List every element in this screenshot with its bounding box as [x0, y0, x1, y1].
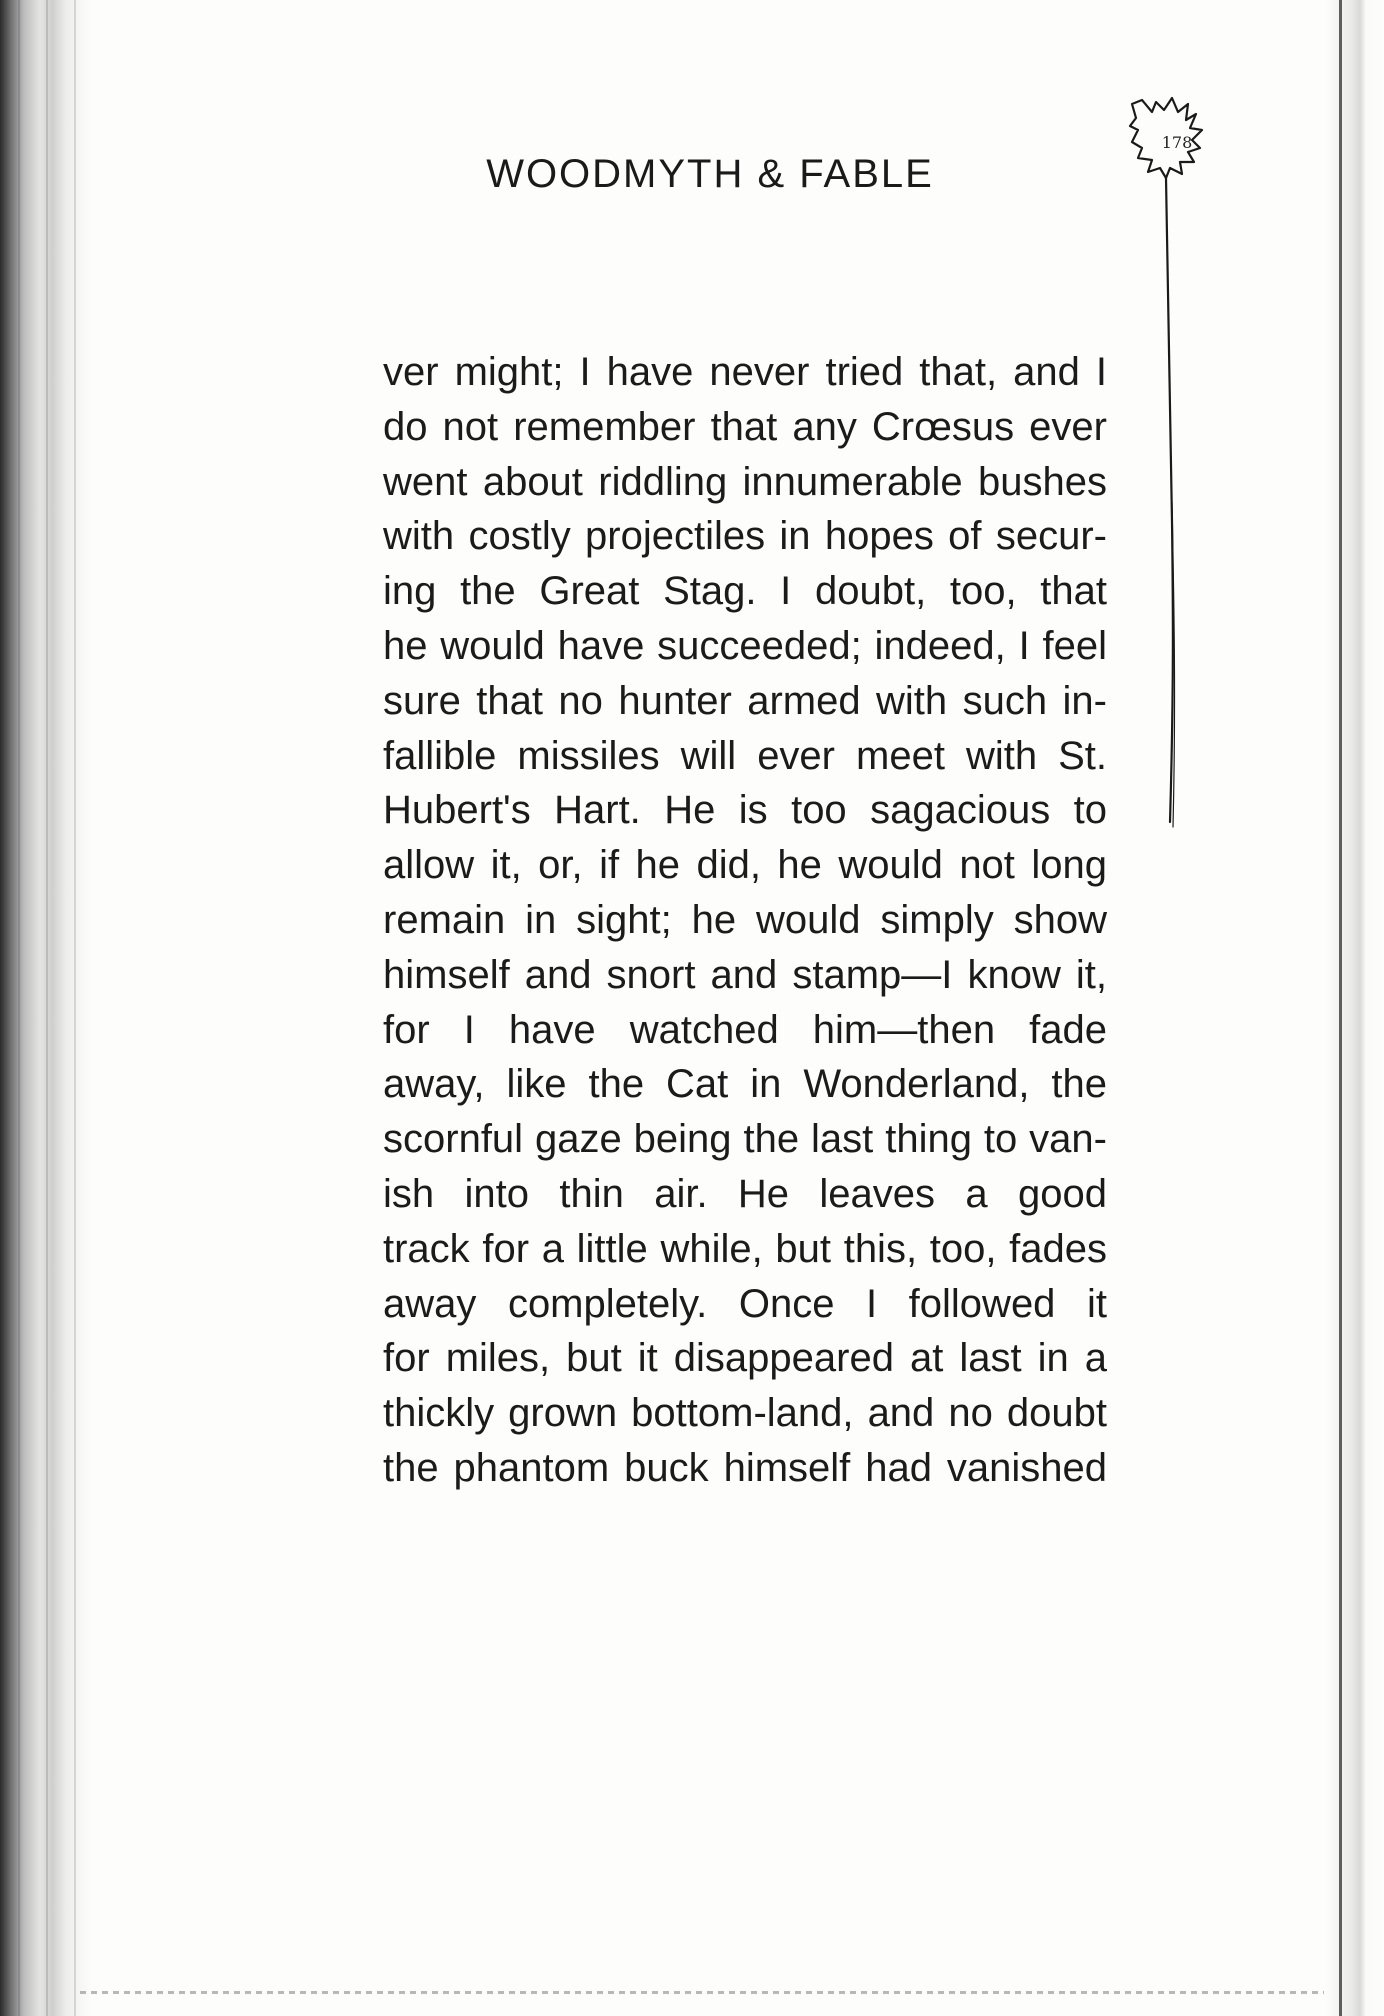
text-line: Hubert's Hart. He is too sagacious to	[383, 788, 1107, 833]
maple-leaf-icon	[1118, 82, 1238, 842]
running-head: WOODMYTH & FABLE	[486, 152, 934, 196]
text-line: allow it, or, if he did, he would not long	[383, 843, 1107, 888]
text-line: for miles, but it disappeared at last in a	[383, 1336, 1107, 1381]
text-line: do not remember that any Crœsus ever	[383, 404, 1107, 449]
text-line: scornful gaze being the last thing to van-	[383, 1117, 1107, 1162]
body-text	[383, 345, 1107, 1496]
gutter-line	[18, 0, 20, 2016]
text-line: thickly grown bottom-land, and no doubt	[383, 1391, 1107, 1436]
text-line: sure that no hunter armed with such in-	[383, 678, 1107, 723]
text-line: ver might; I have never tried that, and I	[383, 350, 1107, 394]
text-line: with costly projectiles in hopes of secur-	[383, 514, 1107, 559]
text-line: ish into thin air. He leaves a good	[383, 1171, 1107, 1216]
gutter-line	[46, 0, 48, 2016]
text-line: away completely. Once I followed it	[383, 1281, 1107, 1326]
text-line: ing the Great Stag. I doubt, too, that	[383, 569, 1107, 614]
text-line: fallible missiles will ever meet with St.	[383, 733, 1107, 778]
gutter-line	[74, 0, 76, 2016]
page-number: 178	[1161, 133, 1193, 152]
text-line: for I have watched him—then fade	[383, 1007, 1107, 1052]
text-line: went about riddling innumerable bushes	[383, 459, 1107, 504]
page-bottom-edge	[80, 1991, 1324, 1994]
page-right-edge	[1326, 0, 1384, 2016]
text-line: himself and snort and stamp—I know it,	[383, 952, 1107, 997]
text-line: he would have succeeded; indeed, I feel	[383, 623, 1107, 668]
text-line: track for a little while, but this, too, fades	[383, 1226, 1107, 1271]
book-binding-gutter	[0, 0, 92, 2016]
page-edge-rule	[1339, 0, 1342, 2016]
text-line: away, like the Cat in Wonderland, the	[383, 1062, 1107, 1107]
text-line: the phantom buck himself had vanished	[383, 1445, 1107, 1490]
text-line: remain in sight; he would simply show	[383, 897, 1107, 942]
